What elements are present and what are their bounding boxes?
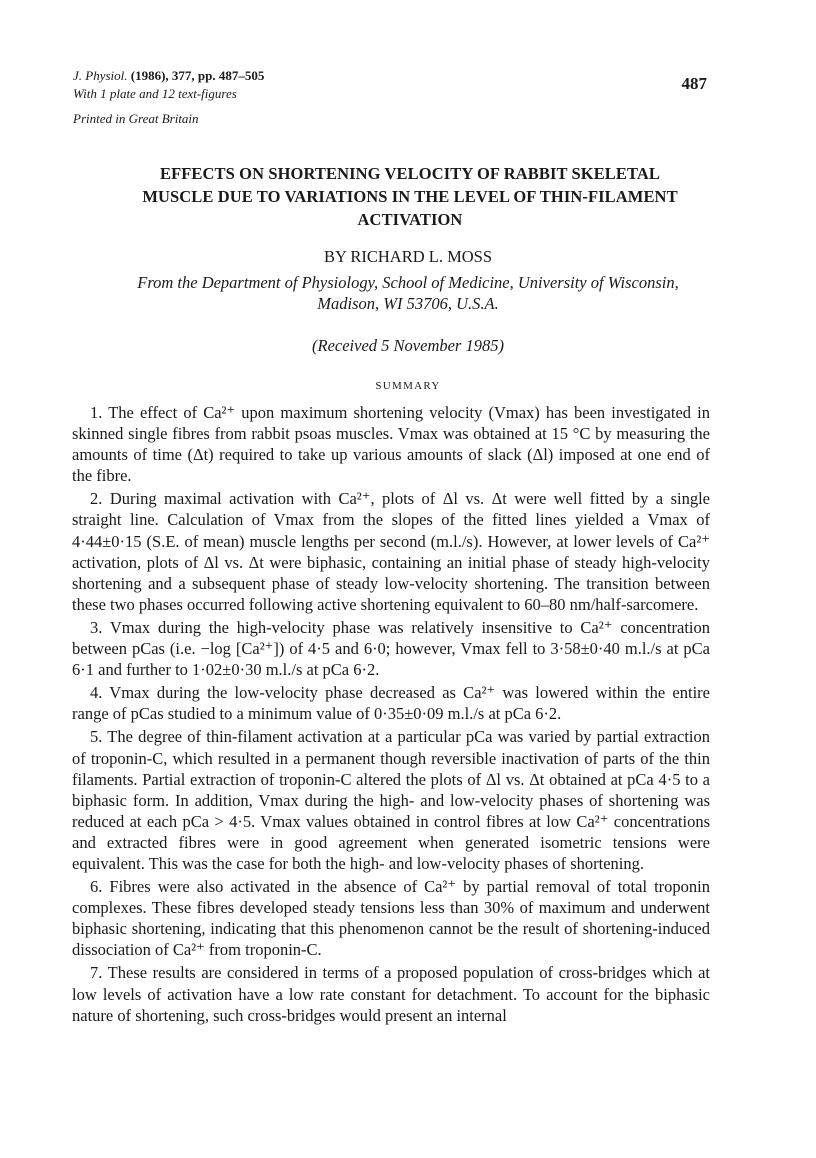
affiliation [70, 272, 746, 314]
citation-details: (1986), 377, pp. 487–505 [130, 68, 265, 83]
received-date: (Received 5 November 1985) [312, 336, 504, 355]
journal-citation [73, 67, 264, 84]
author-line: BY RICHARD L. MOSS [323, 247, 493, 266]
journal-name: J. Physiol. [73, 68, 128, 83]
page-number: 487 [681, 74, 707, 93]
article-title [60, 162, 760, 231]
affiliation-line: Madison, WI 53706, U.S.A. [317, 294, 499, 313]
plates-note: With 1 plate and 12 text-figures [73, 86, 237, 101]
summary-paragraph-3: 3. Vmax during the high-velocity phase was relatively insensitive to Ca²⁺ concentration between pCas (i.e. −log [Ca²⁺]) of 4·5 and 6·0; however, Vmax fell to 3·58±0·40 m.l./s at pCa 6·1 and further to 1·02±0·30 m.l./s at pCa 6·2. [72, 617, 710, 680]
summary-paragraph-7: 7. These results are considered in terms of a proposed population of cross-bridges which at low levels of activation have a low rate constant for detachment. To account for the biphasic nature of shortening, such cross-bridges would present an internal [72, 963, 710, 1025]
summary-body [72, 402, 710, 1026]
title-line: MUSCLE DUE TO VARIATIONS IN THE LEVEL OF THIN-FILAMENT [142, 187, 678, 206]
title-line: EFFECTS ON SHORTENING VELOCITY OF RABBIT SKELETAL [159, 164, 661, 183]
affiliation-line: From the Department of Physiology, School of Medicine, University of Wisconsin, [137, 273, 679, 292]
summary-paragraph-5: 5. The degree of thin-filament activation at a particular pCa was varied by partial extraction of troponin-C, which resulted in a permanent though reversible inactivation of parts of the thin filaments. Partial extraction of troponin-C altered the plots of Δl vs. Δt obtained at pCa 4·5 to a biphasic form. In addition, Vmax during the high- and low-velocity phases of shortening was reduced at each pCa > 4·5. Vmax values obtained in control fibres at low Ca²⁺ concentrations and extracted fibres were in good agreement when generated isometric tensions were equivalent. This was the case for both the high- and low-velocity phases of shortening. [72, 727, 710, 873]
summary-paragraph-4: 4. Vmax during the low-velocity phase decreased as Ca²⁺ was lowered within the entire range of pCas studied to a minimum value of 0·35±0·09 m.l./s at pCa 6·2. [72, 683, 710, 724]
summary-paragraph-6: 6. Fibres were also activated in the absence of Ca²⁺ by partial removal of total troponin complexes. These fibres developed steady tensions less than 30% of maximum and underwent biphasic shortening, indicating that this phenomenon cannot be the result of shortening-induced dissociation of Ca²⁺ from troponin-C. [72, 877, 710, 960]
section-heading: SUMMARY [375, 380, 441, 392]
printed-note: Printed in Great Britain [73, 111, 199, 126]
summary-paragraph-1: 1. The effect of Ca²⁺ upon maximum shortening velocity (Vmax) has been investigated in skinned single fibres from rabbit psoas muscles. Vmax was obtained at 15 °C by measuring the amounts of time (Δt) required to take up various amounts of slack (Δl) imposed at one end of the fibre. [72, 403, 710, 486]
summary-paragraph-2: 2. During maximal activation with Ca²⁺, plots of Δl vs. Δt were well fitted by a single straight line. Calculation of Vmax from the slopes of the fitted lines yielded a Vmax of 4·44±0·15 (S.E. of mean) muscle lengths per second (m.l./s). However, at lower levels of Ca²⁺ activation, plots of Δl vs. Δt were biphasic, containing an initial phase of steady high-velocity shortening and a subsequent phase of steady low-velocity shortening. The transition between these two phases occurred following active shortening equivalent to 60–80 nm/half-sarcomere. [72, 489, 710, 614]
title-line: ACTIVATION [357, 210, 463, 229]
